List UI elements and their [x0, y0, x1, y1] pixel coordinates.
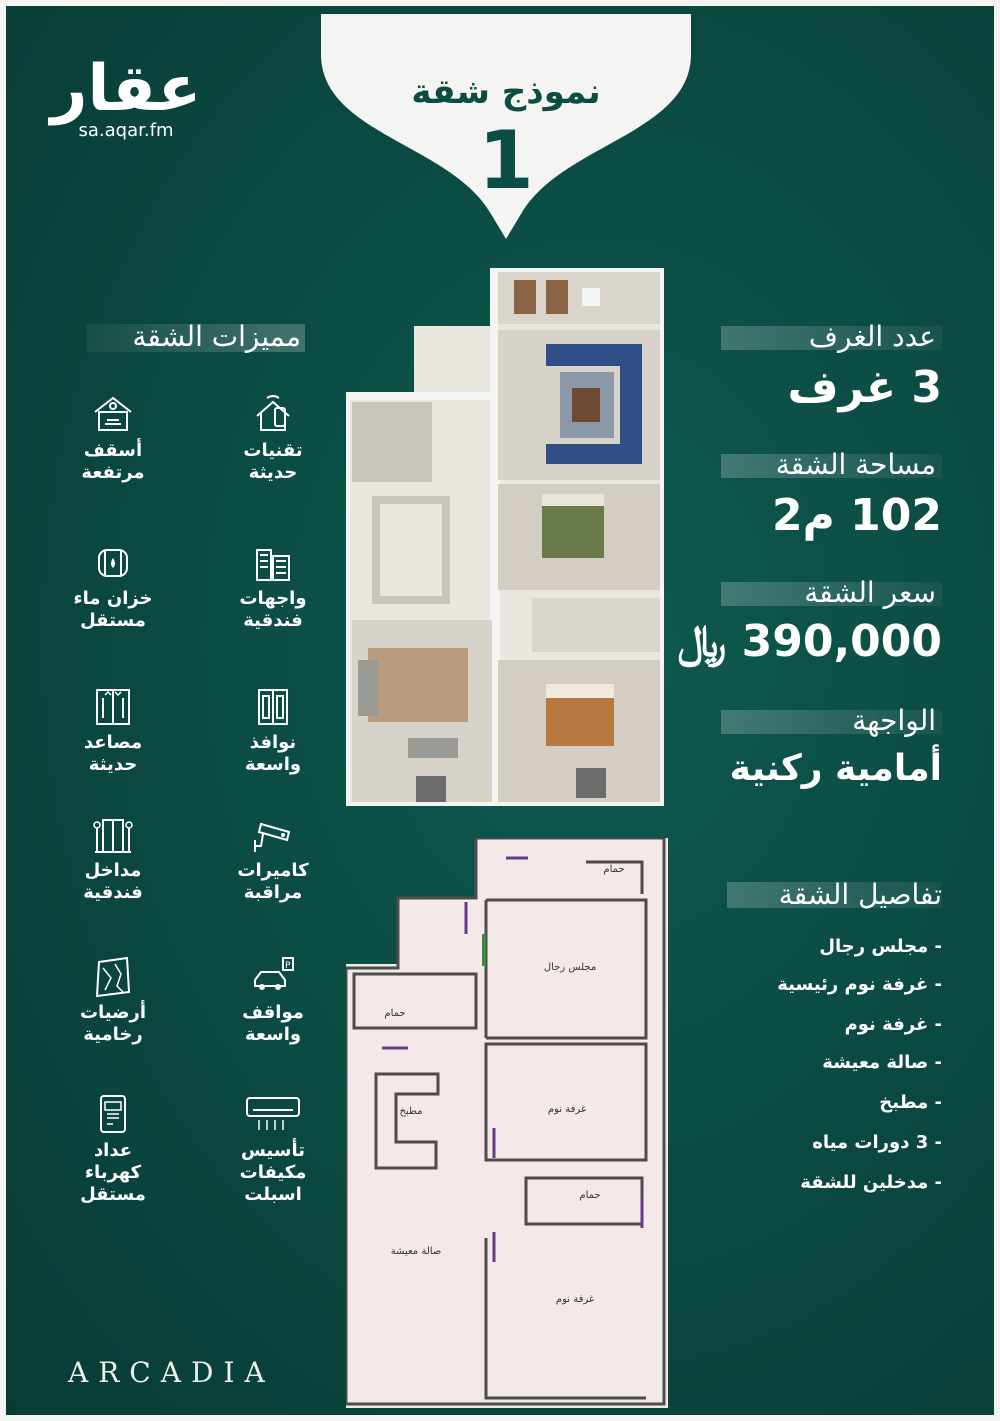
model-number: 1 — [478, 114, 534, 207]
model-badge — [321, 14, 691, 244]
plan-label-bedroom-1: غرفة نوم — [547, 1104, 587, 1115]
feature-label: مصاعد حديثة — [83, 732, 143, 775]
high-ceiling-icon — [91, 394, 135, 436]
feature-parking — [218, 956, 328, 1046]
window-icon — [251, 686, 295, 728]
plan-label-bedroom-2: غرفة نوم — [555, 1294, 595, 1305]
facade-value: أمامية ركنية — [729, 748, 942, 789]
feature-electric-meter — [58, 1094, 168, 1206]
rooms-value: 3 غرف — [787, 362, 942, 413]
plan-label-bathroom-mid: حمام — [579, 1190, 601, 1201]
feature-wide-windows — [218, 686, 328, 776]
feature-label: كاميرات مراقبة — [237, 860, 309, 903]
feature-cameras — [218, 814, 328, 904]
plan-label-living: صالة معيشة — [390, 1246, 442, 1257]
brand-name: ARCADIA — [68, 1356, 275, 1389]
feature-label: تأسيس مكيفات اسبلت — [239, 1140, 307, 1205]
feature-hotel-entrances — [58, 814, 168, 904]
feature-hotel-facades — [218, 542, 328, 632]
feature-label: عداد كهرباء مستقل — [80, 1140, 146, 1205]
area-value: 102 م2 — [771, 490, 942, 541]
security-camera-icon — [251, 814, 295, 856]
logo-arabic: عقار — [50, 52, 202, 126]
plan-2d-drawing — [346, 838, 668, 1408]
floor-plan-2d — [346, 838, 668, 1408]
feature-label: نوافذ واسعة — [244, 732, 302, 775]
feature-split-ac — [212, 1094, 334, 1206]
svg-text:P: P — [285, 961, 291, 971]
feature-modern-elevators — [58, 686, 168, 776]
feature-high-ceiling — [58, 394, 168, 484]
marble-floor-icon — [91, 956, 135, 998]
logo-url: sa.aqar.fm — [78, 120, 174, 141]
floor-plan-3d — [346, 268, 664, 806]
plan-label-bathroom-top: حمام — [603, 864, 625, 875]
feature-water-tank — [58, 542, 168, 632]
feature-label: واجهات فندقية — [239, 588, 307, 631]
feature-label: تقنيات حديثة — [243, 440, 303, 483]
entrance-door-icon — [91, 814, 135, 856]
feature-label: أرضيات رخامية — [79, 1002, 147, 1045]
feature-marble-floors — [58, 956, 168, 1046]
detail-item: - غرفة نوم — [844, 1014, 942, 1035]
detail-item: - مجلس رجال — [819, 936, 942, 957]
split-ac-icon — [245, 1094, 301, 1136]
aqar-logo — [46, 54, 206, 141]
details-title: تفاصيل الشقة — [727, 882, 942, 908]
rooms-label: عدد الغرف — [721, 326, 942, 350]
water-tank-icon — [91, 542, 135, 584]
smart-home-icon — [251, 394, 295, 436]
area-label: مساحة الشقة — [721, 454, 942, 478]
price-label: سعر الشقة — [721, 582, 942, 606]
features-title: مميزات الشقة — [86, 324, 305, 352]
detail-item: - مطبخ — [879, 1092, 942, 1113]
detail-item: - مدخلين للشقة — [800, 1172, 942, 1193]
feature-label: مواقف واسعة — [242, 1002, 304, 1045]
electric-meter-icon — [91, 1094, 135, 1136]
feature-smart-tech — [218, 394, 328, 484]
facade-label: الواجهة — [721, 710, 942, 734]
elevator-icon — [91, 686, 135, 728]
detail-item: - 3 دورات مياه — [812, 1132, 942, 1153]
detail-item: - غرفة نوم رئيسية — [777, 974, 942, 995]
building-facade-icon — [251, 542, 295, 584]
price-value: 390,000 ﷼ — [677, 616, 942, 667]
parking-car-icon — [251, 956, 295, 998]
plan-label-kitchen: مطبخ — [399, 1106, 423, 1117]
feature-label: خزان ماء مستقل — [73, 588, 153, 631]
feature-label: أسقف مرتفعة — [81, 440, 145, 483]
model-title: نموذج شقة — [411, 72, 601, 112]
plan-label-majlis: مجلس رجال — [543, 962, 597, 973]
plan-label-bathroom-left: حمام — [384, 1008, 406, 1019]
detail-item: - صالة معيشة — [822, 1052, 942, 1073]
feature-label: مداخل فندقية — [83, 860, 143, 903]
